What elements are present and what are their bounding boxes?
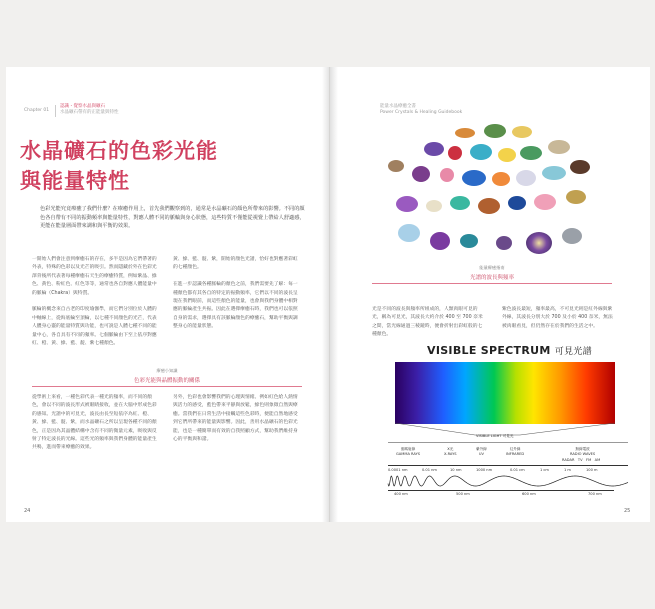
scale-label-7: 1 m: [564, 468, 571, 472]
running-sub: 水晶礦石帶有的正能量與特性: [60, 110, 119, 115]
intro-paragraph: 色彩光能究竟療癒了我們什麼？在療癒作用上，首先我們觀察到的，通常是水晶礦石的顏色所帶來的影響。不同的顏色各自帶有不同的振動頻率與能量特性，對應人體不同的脈輪與身心狀態，這些特質不僅能從視覺上帶給人舒適感，更能在能量層面帶來調和與平衡的效果。: [40, 206, 305, 230]
gem-geode: [526, 232, 552, 254]
gem-green-2: [450, 196, 470, 210]
gem-violet: [496, 236, 512, 250]
title-line-1: 水晶礦石的色彩光能: [20, 138, 218, 163]
page-number-left: 24: [24, 508, 31, 514]
band-radio: 無線電波 RADIO WAVES: [570, 447, 596, 456]
nm-label-400: 400 nm: [394, 492, 408, 496]
running-head: 認識・覺察水晶與礦石: [60, 104, 105, 109]
section-title: 色彩光能與晶體振動的關係: [133, 378, 200, 384]
visible-light-label: VISIBLE LIGHT 可見光: [476, 434, 514, 438]
scale-label-6: 1 cm: [540, 468, 549, 472]
gem-aqua: [542, 166, 566, 180]
right-section-rule: [372, 283, 612, 284]
gem-aventurine: [520, 146, 542, 160]
band-uv: 紫外線 UV: [476, 447, 487, 456]
spectrum-title-zh: 可見光譜: [554, 347, 592, 357]
gem-tiger: [388, 160, 404, 172]
gem-lapis: [508, 196, 526, 210]
scale-label-3: 10 nm: [450, 468, 462, 472]
gem-red: [448, 146, 462, 160]
nm-label-500: 500 nm: [456, 492, 470, 496]
scale-label-1: 0.0001 nm: [388, 468, 408, 472]
gem-teal: [460, 234, 478, 248]
gem-amethyst: [424, 142, 444, 156]
left-column-3: 從學術上來看，一種色彩代表一種光的頻率，而不同的顏色，會以不同的波長形式被眼睛接收，並在大腦中形成色彩的感知。光譜中的可見光，波長由長至短依序為紅、橙、黃、綠、藍、靛、紫，而水晶礦石之所以呈現各種不同的顏色，正是因為其晶體結構中含有不同的微量元素，吸收與反射了特定波長的光線。這些光的頻率與我們身體的能量產生共鳴，進而帶來療癒的效果。: [32, 395, 157, 451]
wave-diagram: [388, 474, 628, 488]
gem-smoky: [570, 160, 590, 174]
gem-rose: [440, 168, 454, 182]
gem-quartz: [516, 170, 536, 186]
radio-subbands: RADAR TV FM AM: [562, 458, 601, 462]
gem-celestite: [398, 224, 420, 242]
right-running-sub: Power Crystals & Healing Guidebook: [380, 110, 463, 115]
section-rule: [32, 386, 302, 387]
bands-top-rule: [388, 442, 628, 443]
left-column-2: 黃、綠、藍、靛、紫，開始的顏色光譜，恰好也對應著彩虹的七種顏色。 在進一步認識各種脈輪的顏色之前，我們需要先了解：每一種顏色都有其各自的特定的振動頻率，它們以不同的波長呈現在我們眼前，而這些顏色的能量，也會與我們身體中相對應的脈輪產生共振。因此在選擇療癒石時，我們也可以依照自身的需求，選擇具有該脈輪顏色的療癒石，幫助平衡與調整身心的能量狀態。: [173, 257, 298, 330]
gem-grey: [562, 228, 582, 244]
scale-label-4: 1000 nm: [476, 468, 493, 472]
scale-label-2: 0.01 nm: [422, 468, 437, 472]
spectrum-title: [427, 344, 592, 357]
gem-pink: [534, 194, 556, 210]
right-running-head: 能量水晶療癒全書: [380, 104, 416, 109]
spectrum-gradient: [395, 362, 615, 424]
scale-rule: [388, 465, 628, 466]
nm-axis: [388, 490, 614, 491]
gem-amethyst-2: [430, 232, 450, 250]
book-gutter: [322, 67, 338, 522]
gem-moonstone: [548, 140, 570, 154]
chapter-label: Chapter 01: [24, 108, 50, 113]
gem-blue: [462, 170, 486, 186]
gem-amber: [455, 128, 475, 138]
gem-gold: [566, 190, 586, 204]
band-infrared: 紅外線 INFRARED: [506, 447, 525, 456]
gem-white: [426, 200, 442, 212]
band-gamma: 伽瑪射線 GAMMA RAYS: [396, 447, 421, 456]
header-divider: [55, 105, 56, 117]
right-section-title: 光譜的波長與頻率: [469, 275, 514, 281]
section-kicker: 療癒小知識: [156, 368, 178, 373]
page-number-right: 25: [624, 508, 631, 514]
gem-orange: [492, 172, 510, 186]
gem-turquoise: [470, 144, 492, 160]
right-section-kicker: 能量療癒指南: [479, 265, 505, 270]
gem-yellow: [498, 148, 516, 162]
left-column-4: 另外，色彩也會影響我們的心理與情緒。例如紅色給人熱情與活力的感受，藍色帶來平靜與放鬆，綠色則象徵自然與療癒。當我們在日常生活中接觸這些色彩時，便能自然地感受到它們所帶來的能量與影響。因此，善用水晶礦石的色彩光能，也是一種簡單而有效的自我照顧方式，幫助我們維持身心的平衡與和諧。: [173, 395, 298, 443]
spectrum-title-en: VISIBLE SPECTRUM: [427, 344, 551, 357]
page-title: [20, 136, 218, 196]
gem-citrine: [512, 126, 532, 138]
gem-purple: [412, 166, 430, 182]
scale-label-5: 0.01 cm: [510, 468, 525, 472]
gem-carnelian: [478, 198, 500, 214]
gem-green: [484, 124, 506, 138]
right-column-1: 光是不同的波長與頻率所組成的，人類肉眼可見的光，稱為可見光，其波長大約介於 400 至 700 奈米之間，當光線通過三稜鏡時，便會折射出彩虹般的七種顏色。: [372, 307, 483, 338]
title-line-2: 與能量特性: [20, 168, 130, 193]
gem-lepidolite: [396, 196, 418, 212]
scale-label-8: 100 m: [586, 468, 598, 472]
band-xray: X光 X-RAYS: [444, 447, 457, 456]
left-column-1: 一開始人們會注意到療癒石的存在，多半是因為它們帶著的外表，特殊的色彩以及光芒的吸引。然而隱藏於外在色彩光澤背後所代表著每種療癒石天生的療癒特質，例如紫晶、綠色、黃色、粉紅色、紅色等等，通常也各自對應人體能量中的脈輪（Chakra）與特質。 脈輪的概念來自古老的印度瑜伽學，而它們分別位於人體的中軸線上，從海底輪至頂輪，以七種不同顏色的光芒，代表人體身心靈的能量特質與功能，也可說是人體七種不同的能量中心，各自具有不同的頻率。七個脈輪由下至上依序對應紅、橙、黃、綠、藍、靛、紫七種顏色。: [32, 257, 157, 347]
nm-label-600: 600 nm: [522, 492, 536, 496]
right-column-2: 紫色波長最短，頻率最高，不可見光則是紅外線與紫外線，其波長分別大於 700 及小於 400 奈米，無法被肉眼看見，但仍然存在於我們的生活之中。: [502, 307, 613, 329]
nm-label-700: 700 nm: [588, 492, 602, 496]
